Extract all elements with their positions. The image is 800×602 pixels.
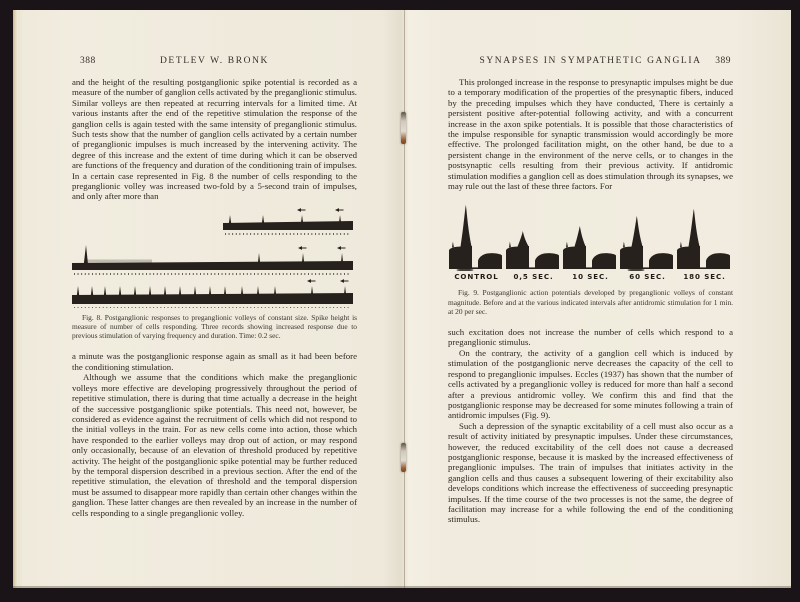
paragraph-right-4: Such a depression of the synaptic excitability of a cell must also occur as a result of activity initiated by presynaptic impulses. Under these circumstances, however, the reduced excitability of the cell does not cause a decreased postganglionic response, because it is masked by the increased effectiveness of preganglionic impulses. The train of impulses that initiates activity in the ganglion cells and thus causes a subsequent lowering of their excitability also develops conditions which increase the effectiveness of succeeding presynaptic impulses. If the time course of the two processes is not the same, the degree of facilitation may increase for a while following the end of the conditioning stimulus. <box>448 420 733 525</box>
fig9-trace-unit <box>448 199 505 271</box>
fig9-trace-unit <box>619 199 676 271</box>
figure-9-labels <box>448 272 733 281</box>
page-388 <box>13 10 404 588</box>
fig9-trace-unit <box>505 199 562 271</box>
fig9-label: 180 SEC. <box>683 272 726 282</box>
page-header-left <box>72 56 357 69</box>
page-header-right <box>448 56 733 69</box>
paragraph-left-3: Although we assume that the conditions which make the preganglionic volleys more effective are developing progressively throughout the period of repetitive stimulation, there is during that time actually a decrease in the height of the successive postganglionic spike potentials. This need not, however, be considered as evidence against the recruitment of cells which did not respond to the initial volleys in the train. For as new cells come into action, those which have responded to the earlier volleys may drop out of action, or may respond only occasionally, because of an elevation of threshold produced by repetitive activity. The height of the postganglionic spike potential may be further reduced by the temporal dispersion described in a previous section. After the end of the repetitive stimulation, the elevation of threshold and the temporal dispersion must be assumed to disappear more rapidly than certain other changes within the ganglion. These latter changes are then revealed by an increase in the number of cells responding to a single preganglionic volley. <box>72 372 357 518</box>
paragraph-right-3: On the contrary, the activity of a ganglion cell which is induced by stimulation of the postganglionic nerve decreases the capacity of the cell to respond to preganglionic impulses. Eccles (1937) has shown that the number of cells activated by a preganglionic volley is reduced for more than half a second after a previous antidromic volley. We confirm this and find that the postganglionic response may be decreased for some minutes following a train of antidromic impulses (Fig. 9). <box>448 347 733 421</box>
fig9-trace-unit <box>562 199 619 271</box>
paragraph-right-1: This prolonged increase in the response to presynaptic impulses might be due to a temporary modification of the properties of the presynaptic fibers, induced by the preceding impulses which they have conducted, There is certainly a persistent positive after-potential following activity, and with a concurrent increase in the axon spike potentials. It is possible that those characteristics of the impulse responsible for synaptic transmission would accordingly be more effective. The prolonged facilitation might, on the other hand, be due to a persistent change in the environment of the nerve cells, or to changes in the postsynaptic cells resulting from their previous activity. If antidromic stimulation modifies a ganglion cell as does stimulation through its synapses, we may rule out the last of these three factors. For <box>448 77 733 192</box>
figure-8-caption: Fig. 8. Postganglionic responses to preganglionic volleys of constant size. Spike height is measure of number of cells responding. Three records showing increased response due to previous stimulation of varying frequency and duration. Time: 0.2 sec. <box>72 312 357 341</box>
fig9-trace-unit <box>676 199 733 271</box>
paragraph-right-2: such excitation does not increase the number of cells which respond to a preganglionic stimulus. <box>448 327 733 348</box>
book-gutter <box>404 10 405 588</box>
figure-9 <box>448 199 733 271</box>
figure-9-caption: Fig. 9. Postganglionic action potentials developed by preganglionic volleys of constant magnitude. Before and at the various indicated intervals after antidromic stimulation for 1 min. at 20 per sec. <box>448 288 733 316</box>
running-head-left: DETLEV W. BRONK <box>159 56 270 66</box>
fig9-label: 0,5 SEC. <box>513 272 554 282</box>
running-head-right: SYNAPSES IN SYMPATHETIC GANGLIA <box>479 56 702 66</box>
figure-8-records <box>72 208 357 308</box>
fig9-label: CONTROL <box>454 272 499 282</box>
staple-bottom-icon <box>401 443 406 472</box>
fig9-label: 10 SEC. <box>572 272 609 282</box>
paragraph-left-1: and the height of the resulting postganglionic spike potential is recorded as a measure of the number of ganglion cells activated by the preganglionic stimulus. Similar volleys are then repeated at recurring intervals for a limited time. At various instants after the end of the repetitive stimulation the response of the ganglion cells is again tested with the same intensity of preganglionic stimulus. Such tests show that the number of ganglion cells activated by a certain number of preganglionic impulses is much increased by the intervening activity. The degree of this increase and the extent of time during which it can be observed are functions of the frequency and duration of the conditioning train of impulses. In a certain case represented in Fig. 8 the number of cells responding to the preganglionic volley was increased two-fold by a 5-second train of impulses, and only after more than <box>72 77 357 202</box>
page-389 <box>404 10 791 588</box>
book-spread <box>13 10 791 588</box>
staple-top-icon <box>401 112 406 144</box>
fig9-label: 60 SEC. <box>629 272 666 282</box>
paragraph-left-2: a minute was the postganglionic response again as small as it had been before the conditioning stimulation. <box>72 351 357 372</box>
figure-8 <box>72 208 357 308</box>
page-number-right: 389 <box>715 56 731 66</box>
page-number-left: 388 <box>80 56 96 66</box>
